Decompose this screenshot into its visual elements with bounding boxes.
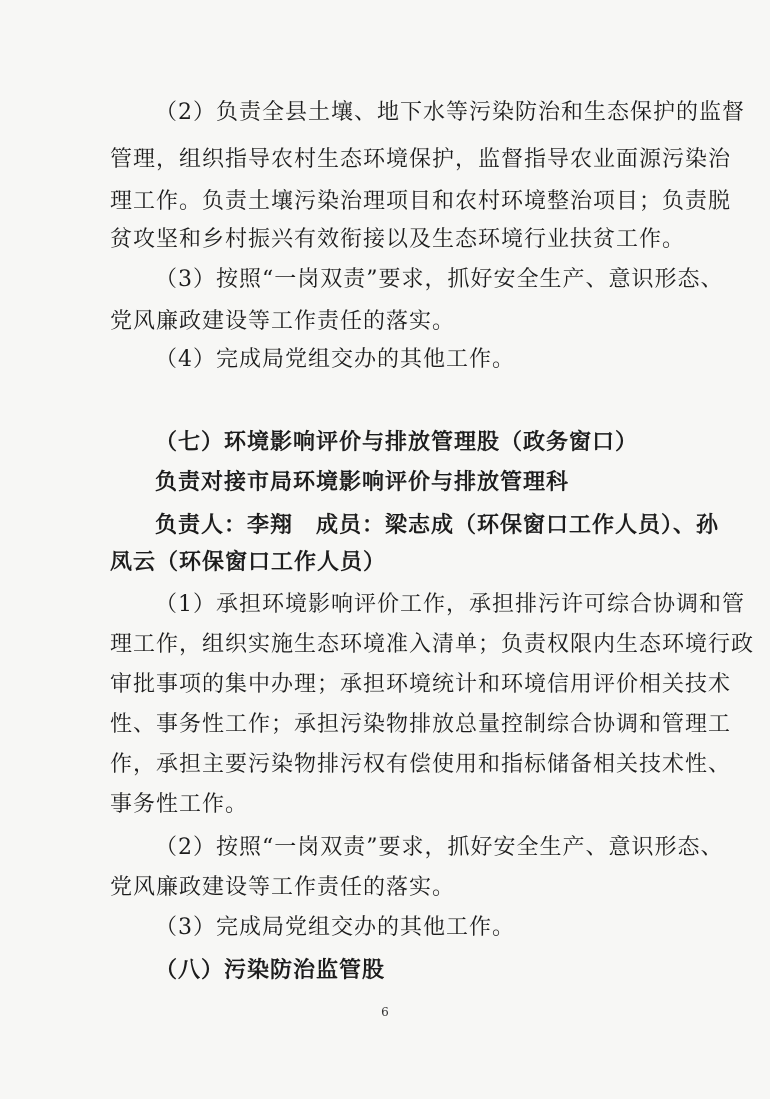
text-line: （1）承担环境影响评价工作，承担排污许可综合协调和管 — [155, 592, 745, 617]
section-heading: （七）环境影响评价与排放管理股（政务窗口） — [155, 429, 639, 455]
text-line: 管理，组织指导农村生态环境保护，监督指导农业面源污染治 — [110, 147, 732, 172]
text-line: 党风廉政建设等工作责任的落实。 — [110, 309, 456, 334]
text-line: （2）负责全县土壤、地下水等污染防治和生态保护的监督 — [155, 100, 745, 125]
text-line: （3）按照“一岗双责”要求，抓好安全生产、意识形态、 — [155, 267, 724, 292]
text-line: 负责对接市局环境影响评价与排放管理科 — [155, 469, 570, 495]
text-line: （3）完成局党组交办的其他工作。 — [155, 915, 515, 940]
text-line: 理工作。负责土壤污染治理项目和农村环境整治项目；负责脱 — [110, 189, 732, 214]
section-heading: （八）污染防治监管股 — [155, 957, 386, 983]
text-line: 作，承担主要污染物排污权有偿使用和指标储备相关技术性、 — [110, 752, 732, 777]
text-line: （4）完成局党组交办的其他工作。 — [155, 347, 515, 372]
text-line: 凤云（环保窗口工作人员） — [110, 549, 387, 575]
text-line: （2）按照“一岗双责”要求，抓好安全生产、意识形态、 — [155, 835, 724, 860]
text-line: 性、事务性工作；承担污染物排放总量控制综合协调和管理工 — [110, 712, 732, 737]
text-line: 理工作，组织实施生态环境准入清单；负责权限内生态环境行政 — [110, 632, 755, 657]
text-line: 审批事项的集中办理；承担环境统计和环境信用评价相关技术 — [110, 672, 732, 697]
text-line: 党风廉政建设等工作责任的落实。 — [110, 875, 456, 900]
text-line: 负责人：李翔 成员：梁志成（环保窗口工作人员）、孙 — [155, 512, 720, 538]
page-number: 6 — [381, 1005, 389, 1019]
text-line: 贫攻坚和乡村振兴有效衔接以及生态环境行业扶贫工作。 — [110, 227, 686, 252]
text-line: 事务性工作。 — [110, 792, 249, 817]
